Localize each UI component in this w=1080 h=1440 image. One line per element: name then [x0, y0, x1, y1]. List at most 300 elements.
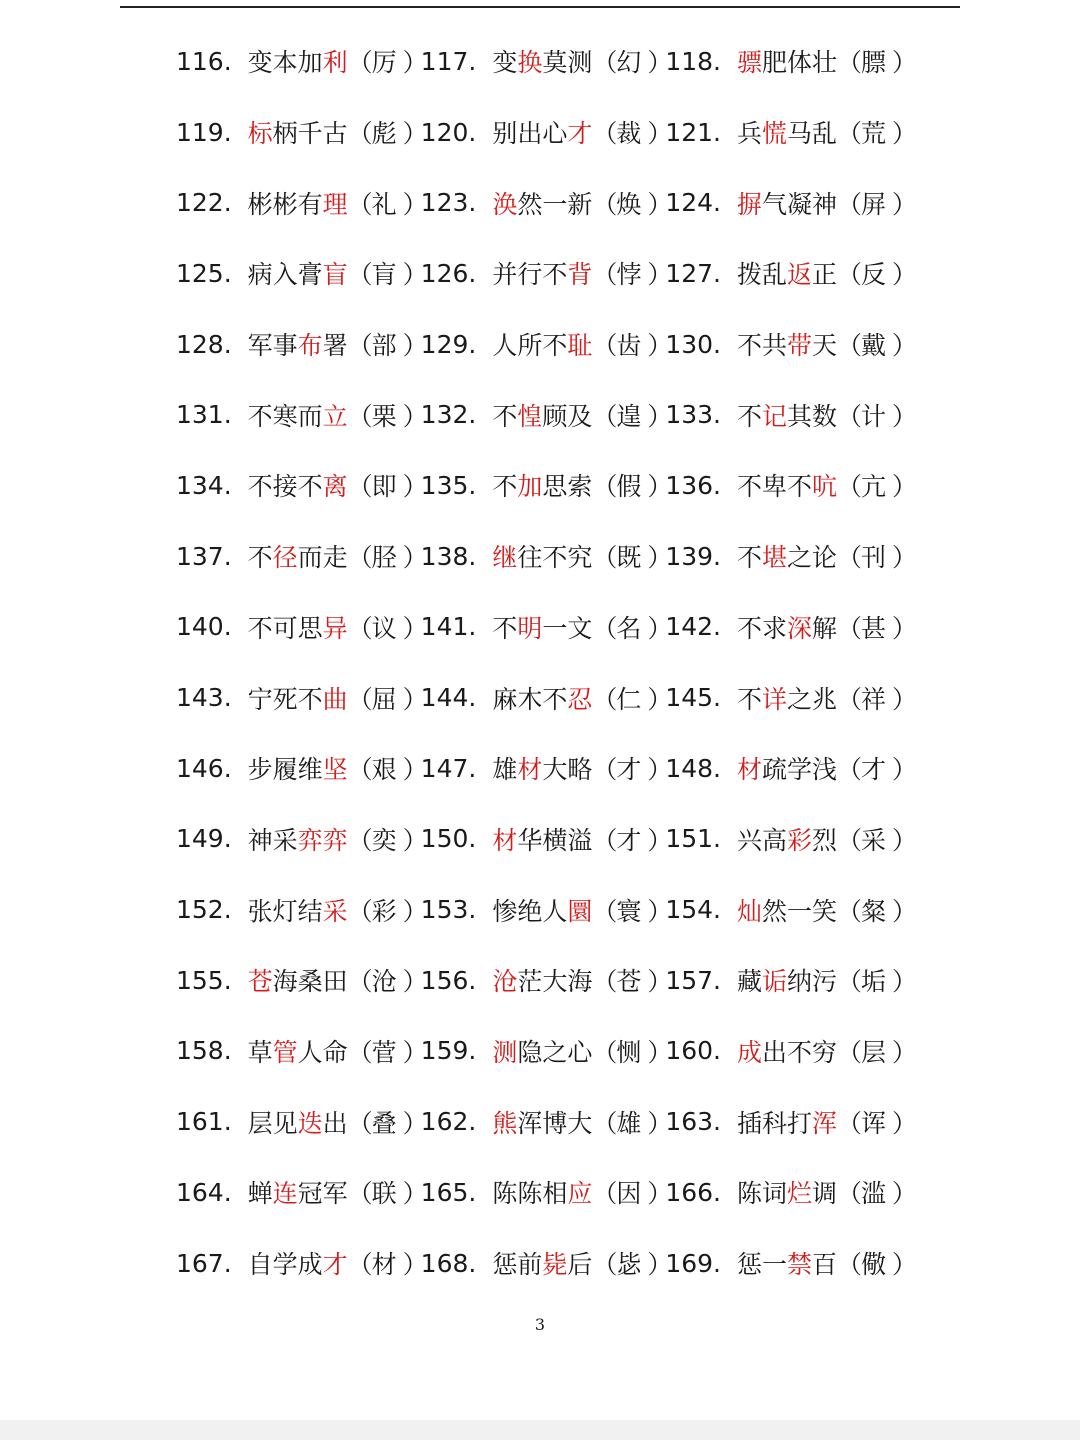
correction-char: 裁 [616, 119, 642, 149]
paren-open: （ [837, 1108, 863, 1138]
paren-open: （ [837, 1037, 863, 1067]
idiom-row [176, 26, 976, 97]
idiom-char: 之 [787, 684, 813, 714]
paren-open: （ [837, 260, 863, 290]
idiom-char: 不 [737, 684, 763, 714]
paren-open: （ [837, 119, 863, 149]
idiom-char: 维 [297, 755, 324, 785]
error-char: 惶 [517, 401, 543, 431]
idiom-char: 科 [762, 1108, 788, 1138]
paren-open: （ [347, 967, 374, 997]
paren-close: ） [892, 1037, 918, 1067]
idiom-char: 插 [737, 1108, 763, 1138]
idiom-char: 究 [567, 543, 593, 573]
idiom-entry [420, 609, 673, 645]
idiom-row [176, 592, 976, 663]
entry-number: 153. [420, 895, 477, 925]
error-char: 曲 [322, 684, 349, 714]
error-char: 迭 [297, 1108, 324, 1138]
paren-close: ） [402, 1250, 429, 1280]
error-char: 利 [322, 48, 349, 78]
idiom-char: 命 [322, 1037, 349, 1067]
entry-number: 138. [420, 541, 477, 571]
correction-char: 彪 [371, 119, 398, 149]
idiom-char: 千 [297, 119, 324, 149]
idiom-entry [420, 326, 673, 362]
idiom-row [176, 1086, 976, 1157]
entry-number: 150. [420, 824, 477, 854]
paren-open: （ [592, 260, 618, 290]
idiom-char: 及 [567, 401, 593, 431]
paren-open: （ [347, 1179, 374, 1209]
idiom-char: 不 [297, 684, 324, 714]
entry-number: 128. [176, 329, 232, 359]
idiom-list [176, 26, 976, 1298]
error-char: 测 [492, 1037, 518, 1067]
idiom-char: 笑 [812, 896, 838, 926]
idiom-entry [665, 892, 918, 928]
paren-open: （ [837, 543, 863, 573]
correction-char: 因 [616, 1179, 642, 1209]
idiom-entry [176, 821, 429, 857]
entry-number: 127. [665, 258, 722, 288]
paren-close: ） [402, 613, 429, 643]
idiom-char: 张 [247, 896, 274, 926]
correction-char: 奕 [371, 825, 398, 855]
entry-number: 165. [420, 1177, 477, 1207]
paren-open: （ [592, 48, 618, 78]
idiom-char: 采 [272, 825, 299, 855]
entry-number: 159. [420, 1036, 477, 1066]
correction-char: 既 [616, 543, 642, 573]
entry-number: 146. [176, 753, 232, 783]
idiom-row [176, 521, 976, 592]
idiom-entry [420, 397, 673, 433]
idiom-char: 惩 [492, 1250, 518, 1280]
idiom-char: 惨 [492, 896, 518, 926]
idiom-char: 草 [247, 1037, 274, 1067]
idiom-char: 柄 [272, 119, 299, 149]
paren-close: ） [647, 260, 673, 290]
error-char: 采 [322, 896, 349, 926]
idiom-char: 往 [517, 543, 543, 573]
idiom-entry [420, 892, 673, 928]
idiom-entry [176, 326, 429, 362]
correction-char: 齿 [616, 331, 642, 361]
paren-close: ） [892, 543, 918, 573]
paren-open: （ [592, 755, 618, 785]
error-char: 布 [297, 331, 324, 361]
error-char: 异 [322, 613, 349, 643]
idiom-char: 不 [737, 543, 763, 573]
error-char: 弈 [297, 825, 324, 855]
idiom-entry [176, 255, 429, 291]
idiom-char: 接 [272, 472, 299, 502]
idiom-char: 入 [272, 260, 299, 290]
correction-char: 联 [371, 1179, 398, 1209]
idiom-char: 宁 [247, 684, 274, 714]
idiom-char: 一 [787, 896, 813, 926]
idiom-entry [420, 255, 673, 291]
idiom-entry [176, 467, 429, 503]
idiom-entry [665, 680, 918, 716]
idiom-char: 凝 [787, 189, 813, 219]
idiom-char: 所 [517, 331, 543, 361]
idiom-char: 乱 [762, 260, 788, 290]
idiom-entry [420, 750, 673, 786]
idiom-char: 烈 [812, 825, 838, 855]
paren-close: ） [892, 260, 918, 290]
idiom-char: 兴 [737, 825, 763, 855]
paren-open: （ [347, 189, 374, 219]
idiom-char: 兵 [737, 119, 763, 149]
idiom-char: 不 [247, 401, 274, 431]
idiom-char: 履 [272, 755, 299, 785]
idiom-char: 穷 [812, 1037, 838, 1067]
error-char: 才 [567, 119, 593, 149]
idiom-char: 藏 [737, 967, 763, 997]
entry-number: 154. [665, 895, 722, 925]
entry-number: 151. [665, 824, 722, 854]
correction-char: 仁 [616, 684, 642, 714]
idiom-char: 隐 [517, 1037, 543, 1067]
idiom-entry [176, 114, 429, 150]
entry-number: 147. [420, 753, 477, 783]
correction-char: 肓 [371, 260, 398, 290]
correction-char: 议 [371, 613, 398, 643]
paren-close: ） [402, 401, 429, 431]
error-char: 背 [567, 260, 593, 290]
idiom-char: 冠 [297, 1179, 324, 1209]
idiom-char: 海 [567, 967, 593, 997]
correction-char: 栗 [371, 401, 398, 431]
entry-number: 118. [665, 46, 722, 76]
idiom-char: 茫 [517, 967, 543, 997]
idiom-char: 人 [492, 331, 518, 361]
idiom-char: 人 [297, 1037, 324, 1067]
entry-number: 142. [665, 612, 722, 642]
idiom-row [176, 733, 976, 804]
paren-open: （ [347, 896, 374, 926]
idiom-char: 出 [762, 1037, 788, 1067]
idiom-char: 不 [492, 472, 518, 502]
idiom-char: 一 [542, 613, 568, 643]
idiom-entry [176, 43, 429, 79]
entry-number: 121. [665, 117, 722, 147]
correction-char: 反 [861, 260, 887, 290]
idiom-char: 可 [272, 613, 299, 643]
idiom-char: 不 [492, 613, 518, 643]
idiom-char: 自 [247, 1250, 274, 1280]
idiom-char: 心 [567, 1037, 593, 1067]
error-char: 圜 [567, 896, 593, 926]
idiom-entry [420, 1245, 673, 1281]
idiom-char: 略 [567, 755, 593, 785]
correction-char: 甚 [861, 613, 887, 643]
entry-number: 129. [420, 329, 477, 359]
paren-close: ） [402, 331, 429, 361]
error-char: 材 [737, 755, 763, 785]
entry-number: 135. [420, 470, 477, 500]
correction-char: 儆 [861, 1250, 887, 1280]
idiom-entry [176, 680, 429, 716]
paren-close: ） [892, 967, 918, 997]
paren-close: ） [647, 401, 673, 431]
idiom-row [176, 1016, 976, 1087]
entry-number: 155. [176, 965, 232, 995]
paren-close: ） [892, 1250, 918, 1280]
idiom-char: 雄 [492, 755, 518, 785]
idiom-char: 然 [517, 189, 543, 219]
idiom-char: 前 [517, 1250, 543, 1280]
idiom-char: 之 [787, 543, 813, 573]
error-char: 材 [492, 825, 518, 855]
paren-close: ） [402, 896, 429, 926]
entry-number: 119. [176, 117, 232, 147]
paren-close: ） [892, 331, 918, 361]
paren-open: （ [347, 48, 374, 78]
idiom-char: 不 [542, 260, 568, 290]
idiom-char: 肥 [762, 48, 788, 78]
correction-char: 彩 [371, 896, 398, 926]
idiom-entry [665, 255, 918, 291]
idiom-char: 不 [542, 543, 568, 573]
paren-open: （ [592, 401, 618, 431]
correction-char: 即 [371, 472, 398, 502]
entry-number: 139. [665, 541, 722, 571]
error-char: 详 [762, 684, 788, 714]
error-char: 耻 [567, 331, 593, 361]
paren-close: ） [402, 967, 429, 997]
paren-close: ） [647, 331, 673, 361]
idiom-char: 打 [787, 1108, 813, 1138]
error-char: 吭 [812, 472, 838, 502]
correction-char: 戴 [861, 331, 887, 361]
idiom-char: 田 [322, 967, 349, 997]
paren-open: （ [837, 825, 863, 855]
entry-number: 137. [176, 541, 232, 571]
paren-close: ） [647, 48, 673, 78]
entry-number: 136. [665, 470, 722, 500]
paren-open: （ [592, 613, 618, 643]
idiom-char: 横 [542, 825, 568, 855]
paren-close: ） [402, 48, 429, 78]
error-char: 弈 [322, 825, 349, 855]
idiom-char: 古 [322, 119, 349, 149]
error-char: 连 [272, 1179, 299, 1209]
paren-open: （ [592, 189, 618, 219]
idiom-char: 不 [737, 472, 763, 502]
correction-char: 屏 [861, 189, 887, 219]
idiom-char: 体 [787, 48, 813, 78]
entry-number: 140. [176, 612, 232, 642]
paren-open: （ [592, 896, 618, 926]
idiom-char: 寒 [272, 401, 299, 431]
correction-char: 才 [616, 755, 642, 785]
idiom-char: 心 [542, 119, 568, 149]
idiom-entry [665, 185, 918, 221]
paren-open: （ [347, 755, 374, 785]
correction-char: 才 [616, 825, 642, 855]
entry-number: 144. [420, 683, 477, 713]
entry-number: 124. [665, 188, 722, 218]
entry-number: 126. [420, 258, 477, 288]
correction-char: 沧 [371, 967, 398, 997]
correction-char: 礼 [371, 189, 398, 219]
idiom-row [176, 874, 976, 945]
paren-open: （ [347, 472, 374, 502]
entry-number: 162. [420, 1107, 477, 1137]
idiom-char: 调 [812, 1179, 838, 1209]
top-rule [120, 6, 960, 8]
paren-open: （ [347, 1037, 374, 1067]
paren-close: ） [647, 1037, 673, 1067]
idiom-char: 兆 [812, 684, 838, 714]
paren-open: （ [837, 48, 863, 78]
paren-close: ） [647, 119, 673, 149]
correction-char: 叠 [371, 1108, 398, 1138]
correction-char: 计 [861, 401, 887, 431]
idiom-char: 词 [762, 1179, 788, 1209]
paren-close: ） [892, 472, 918, 502]
idiom-row [176, 167, 976, 238]
correction-char: 才 [861, 755, 887, 785]
idiom-char: 走 [322, 543, 349, 573]
idiom-row [176, 662, 976, 733]
paren-close: ） [402, 472, 429, 502]
paren-close: ） [402, 1037, 429, 1067]
entry-number: 130. [665, 329, 722, 359]
paren-close: ） [892, 613, 918, 643]
paren-close: ） [892, 755, 918, 785]
idiom-char: 别 [492, 119, 518, 149]
paren-open: （ [837, 613, 863, 643]
error-char: 坚 [322, 755, 349, 785]
error-char: 离 [322, 472, 349, 502]
correction-char: 部 [371, 331, 398, 361]
entry-number: 148. [665, 753, 722, 783]
idiom-entry [176, 609, 429, 645]
entry-number: 149. [176, 824, 232, 854]
idiom-char: 大 [567, 1108, 593, 1138]
error-char: 浑 [812, 1108, 838, 1138]
idiom-row [176, 238, 976, 309]
bottom-bar [0, 1420, 1080, 1440]
idiom-entry [665, 397, 918, 433]
idiom-char: 而 [297, 543, 324, 573]
paren-close: ） [402, 684, 429, 714]
paren-open: （ [347, 1108, 374, 1138]
idiom-char: 变 [247, 48, 274, 78]
idiom-entry [420, 1104, 673, 1140]
idiom-char: 事 [272, 331, 299, 361]
idiom-char: 不 [247, 613, 274, 643]
idiom-char: 神 [247, 825, 274, 855]
entry-number: 166. [665, 1177, 722, 1207]
error-char: 换 [517, 48, 543, 78]
correction-char: 厉 [371, 48, 398, 78]
error-char: 摒 [737, 189, 763, 219]
paren-open: （ [837, 755, 863, 785]
idiom-char: 浅 [812, 755, 838, 785]
paren-open: （ [592, 1250, 618, 1280]
idiom-char: 一 [762, 1250, 788, 1280]
error-char: 带 [787, 331, 813, 361]
paren-close: ） [892, 189, 918, 219]
paren-close: ） [647, 967, 673, 997]
paren-close: ） [892, 896, 918, 926]
idiom-char: 不 [247, 543, 274, 573]
paren-open: （ [347, 543, 374, 573]
error-char: 彩 [787, 825, 813, 855]
idiom-char: 共 [762, 331, 788, 361]
idiom-char: 华 [517, 825, 543, 855]
idiom-char: 论 [812, 543, 838, 573]
error-char: 管 [272, 1037, 299, 1067]
error-char: 忍 [567, 684, 593, 714]
error-char: 慌 [762, 119, 788, 149]
idiom-entry [665, 538, 918, 574]
paren-close: ） [402, 543, 429, 573]
paren-open: （ [592, 1037, 618, 1067]
correction-char: 名 [616, 613, 642, 643]
idiom-char: 蝉 [247, 1179, 274, 1209]
idiom-char: 解 [812, 613, 838, 643]
correction-char: 苍 [616, 967, 642, 997]
idiom-entry [176, 1174, 429, 1210]
paren-close: ） [647, 189, 673, 219]
idiom-char: 拨 [737, 260, 763, 290]
idiom-char: 不 [492, 401, 518, 431]
entry-number: 134. [176, 470, 232, 500]
idiom-entry [420, 185, 673, 221]
idiom-char: 出 [517, 119, 543, 149]
paren-open: （ [347, 825, 374, 855]
correction-char: 层 [861, 1037, 887, 1067]
idiom-row [176, 379, 976, 450]
paren-close: ） [647, 543, 673, 573]
idiom-char: 疏 [762, 755, 788, 785]
paren-open: （ [347, 260, 374, 290]
entry-number: 158. [176, 1036, 232, 1066]
idiom-char: 学 [787, 755, 813, 785]
idiom-char: 不 [737, 331, 763, 361]
paren-open: （ [347, 401, 374, 431]
error-char: 烂 [787, 1179, 813, 1209]
entry-number: 117. [420, 46, 477, 76]
idiom-char: 神 [812, 189, 838, 219]
correction-char: 材 [371, 1250, 398, 1280]
idiom-char: 有 [297, 189, 324, 219]
paren-open: （ [592, 684, 618, 714]
idiom-entry [420, 1033, 673, 1069]
paren-open: （ [347, 613, 374, 643]
correction-char: 屈 [371, 684, 398, 714]
correction-char: 焕 [616, 189, 642, 219]
error-char: 堪 [762, 543, 788, 573]
entry-number: 168. [420, 1248, 477, 1278]
error-char: 深 [787, 613, 813, 643]
idiom-char: 膏 [297, 260, 324, 290]
entry-number: 122. [176, 188, 232, 218]
idiom-entry [665, 1245, 918, 1281]
idiom-entry [176, 892, 429, 928]
error-char: 继 [492, 543, 518, 573]
correction-char: 刊 [861, 543, 887, 573]
paren-close: ） [892, 119, 918, 149]
paren-open: （ [592, 1108, 618, 1138]
paren-open: （ [837, 472, 863, 502]
